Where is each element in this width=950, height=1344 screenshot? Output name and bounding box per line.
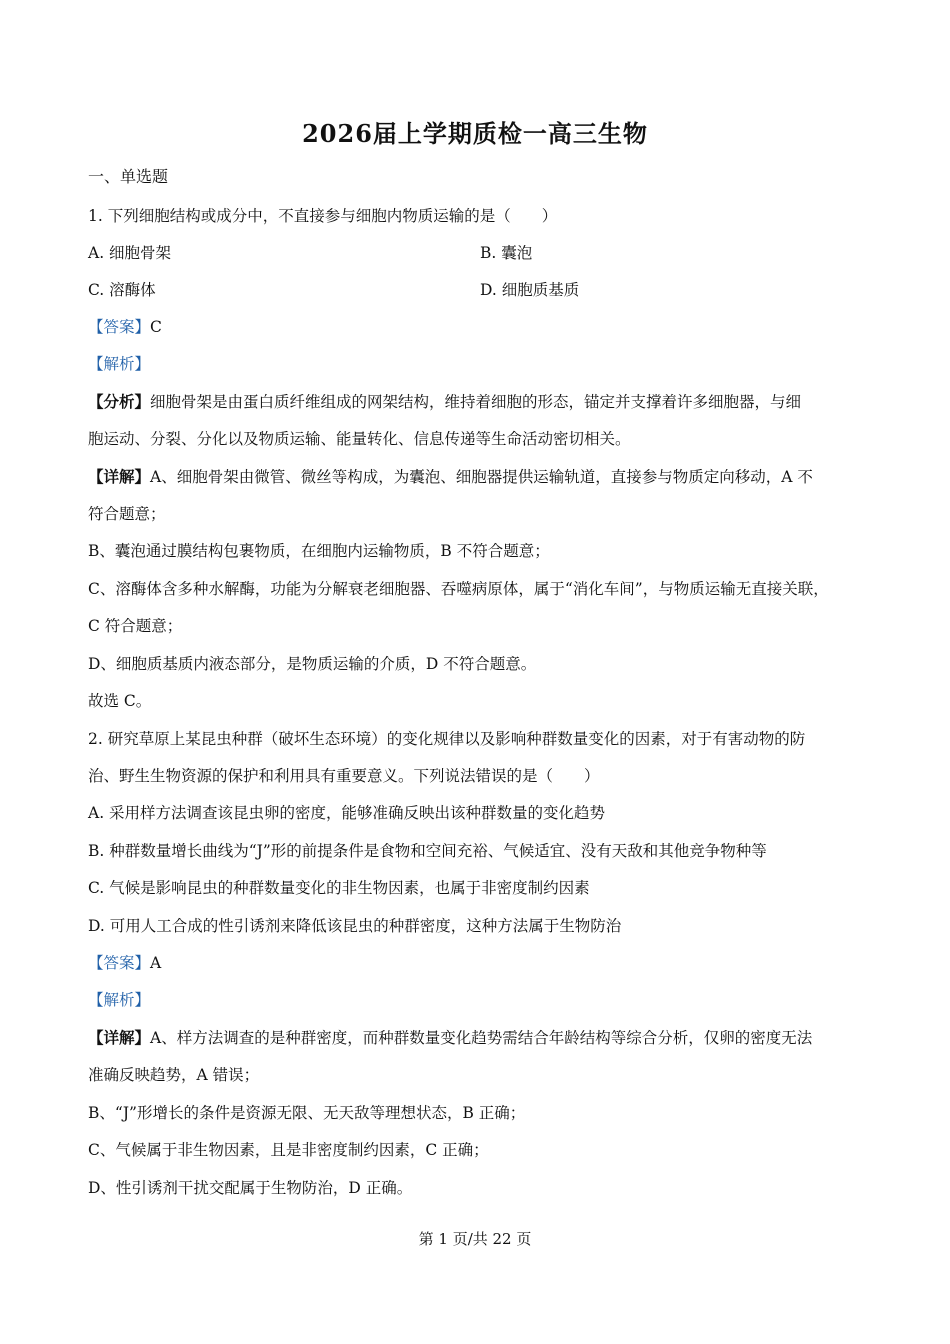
q2-option-c: C. 气候是影响昆虫的种群数量变化的非生物因素，也属于非密度制约因素 xyxy=(88,879,590,897)
q1-answer-value: C xyxy=(150,318,162,336)
q1-option-c: C. 溶酶体 xyxy=(88,281,156,299)
q1-detail-tag: 【详解】 xyxy=(88,467,151,486)
q1-fenxi-tag: 【分析】 xyxy=(88,392,151,411)
q1-detail-line-6: D、细胞质基质内液态部分，是物质运输的介质，D 不符合题意。 xyxy=(88,655,537,673)
q2-detail-line-1 xyxy=(88,1026,812,1048)
q1-detail-line-2: 符合题意； xyxy=(88,505,166,523)
q1-analysis-tag: 【解析】 xyxy=(88,355,151,373)
page-number-footer: 第 1 页/共 22 页 xyxy=(418,1230,532,1248)
q2-option-a: A. 采用样方法调查该昆虫卵的密度，能够准确反映出该种群数量的变化趋势 xyxy=(88,804,606,822)
q1-fenxi-line-1 xyxy=(88,390,801,412)
q2-option-d: D. 可用人工合成的性引诱剂来降低该昆虫的种群密度，这种方法属于生物防治 xyxy=(88,917,622,935)
q2-detail-line-5: D、性引诱剂干扰交配属于生物防治，D 正确。 xyxy=(88,1179,413,1197)
q1-fenxi-text-1: 细胞骨架是由蛋白质纤维组成的网架结构，维持着细胞的形态，锚定并支撑着许多细胞器，与细 xyxy=(150,393,802,411)
q2-detail-tag: 【详解】 xyxy=(88,1028,151,1047)
q1-fenxi-line-2: 胞运动、分裂、分化以及物质运输、能量转化、信息传递等生命活动密切相关。 xyxy=(88,430,631,448)
q2-stem-line-2: 治、野生生物资源的保护和利用具有重要意义。下列说法错误的是（ ） xyxy=(88,767,600,785)
q2-analysis-tag: 【解析】 xyxy=(88,991,151,1009)
q1-option-a: A. 细胞骨架 xyxy=(88,244,172,262)
q2-answer xyxy=(88,951,161,973)
q1-conclusion: 故选 C。 xyxy=(88,692,152,710)
q2-option-b: B. 种群数量增长曲线为“J”形的前提条件是食物和空间充裕、气候适宜、没有天敌和其他竞争物种等 xyxy=(88,842,767,860)
q2-stem-line-1: 2. 研究草原上某昆虫种群（破坏生态环境）的变化规律以及影响种群数量变化的因素，对于有害动物的防 xyxy=(88,730,806,748)
q1-detail-text-1: A、细胞骨架由微管、微丝等构成，为囊泡、细胞器提供运输轨道，直接参与物质定向移动，A 不 xyxy=(150,468,813,486)
q1-detail-line-3: B、囊泡通过膜结构包裹物质，在细胞内运输物质，B 不符合题意； xyxy=(88,542,550,560)
q2-detail-line-4: C、气候属于非生物因素，且是非密度制约因素，C 正确； xyxy=(88,1141,489,1159)
q1-detail-line-4: C、溶酶体含多种水解酶，功能为分解衰老细胞器、吞噬病原体，属于“消化车间”，与物质运输无直接关联， xyxy=(88,580,829,598)
q2-answer-tag: 【答案】 xyxy=(88,954,151,972)
q1-detail-line-1 xyxy=(88,465,813,487)
page-title: 2026届上学期质检一高三生物 xyxy=(302,119,648,148)
q1-option-d: D. 细胞质基质 xyxy=(480,281,580,299)
q2-answer-value: A xyxy=(150,954,162,972)
q2-detail-line-2: 准确反映趋势，A 错误； xyxy=(88,1066,260,1084)
q1-answer xyxy=(88,315,162,337)
q1-detail-line-5: C 符合题意； xyxy=(88,617,183,635)
q1-answer-tag: 【答案】 xyxy=(88,318,151,336)
section-heading: 一、单选题 xyxy=(88,167,169,186)
q2-detail-line-3: B、“J”形增长的条件是资源无限、无天敌等理想状态，B 正确； xyxy=(88,1104,526,1122)
q1-option-b: B. 囊泡 xyxy=(480,244,533,262)
q1-stem: 1. 下列细胞结构或成分中，不直接参与细胞内物质运输的是（ ） xyxy=(88,207,558,225)
q2-detail-text-1: A、样方法调查的是种群密度，而种群数量变化趋势需结合年龄结构等综合分析，仅卵的密度无法 xyxy=(150,1029,813,1047)
